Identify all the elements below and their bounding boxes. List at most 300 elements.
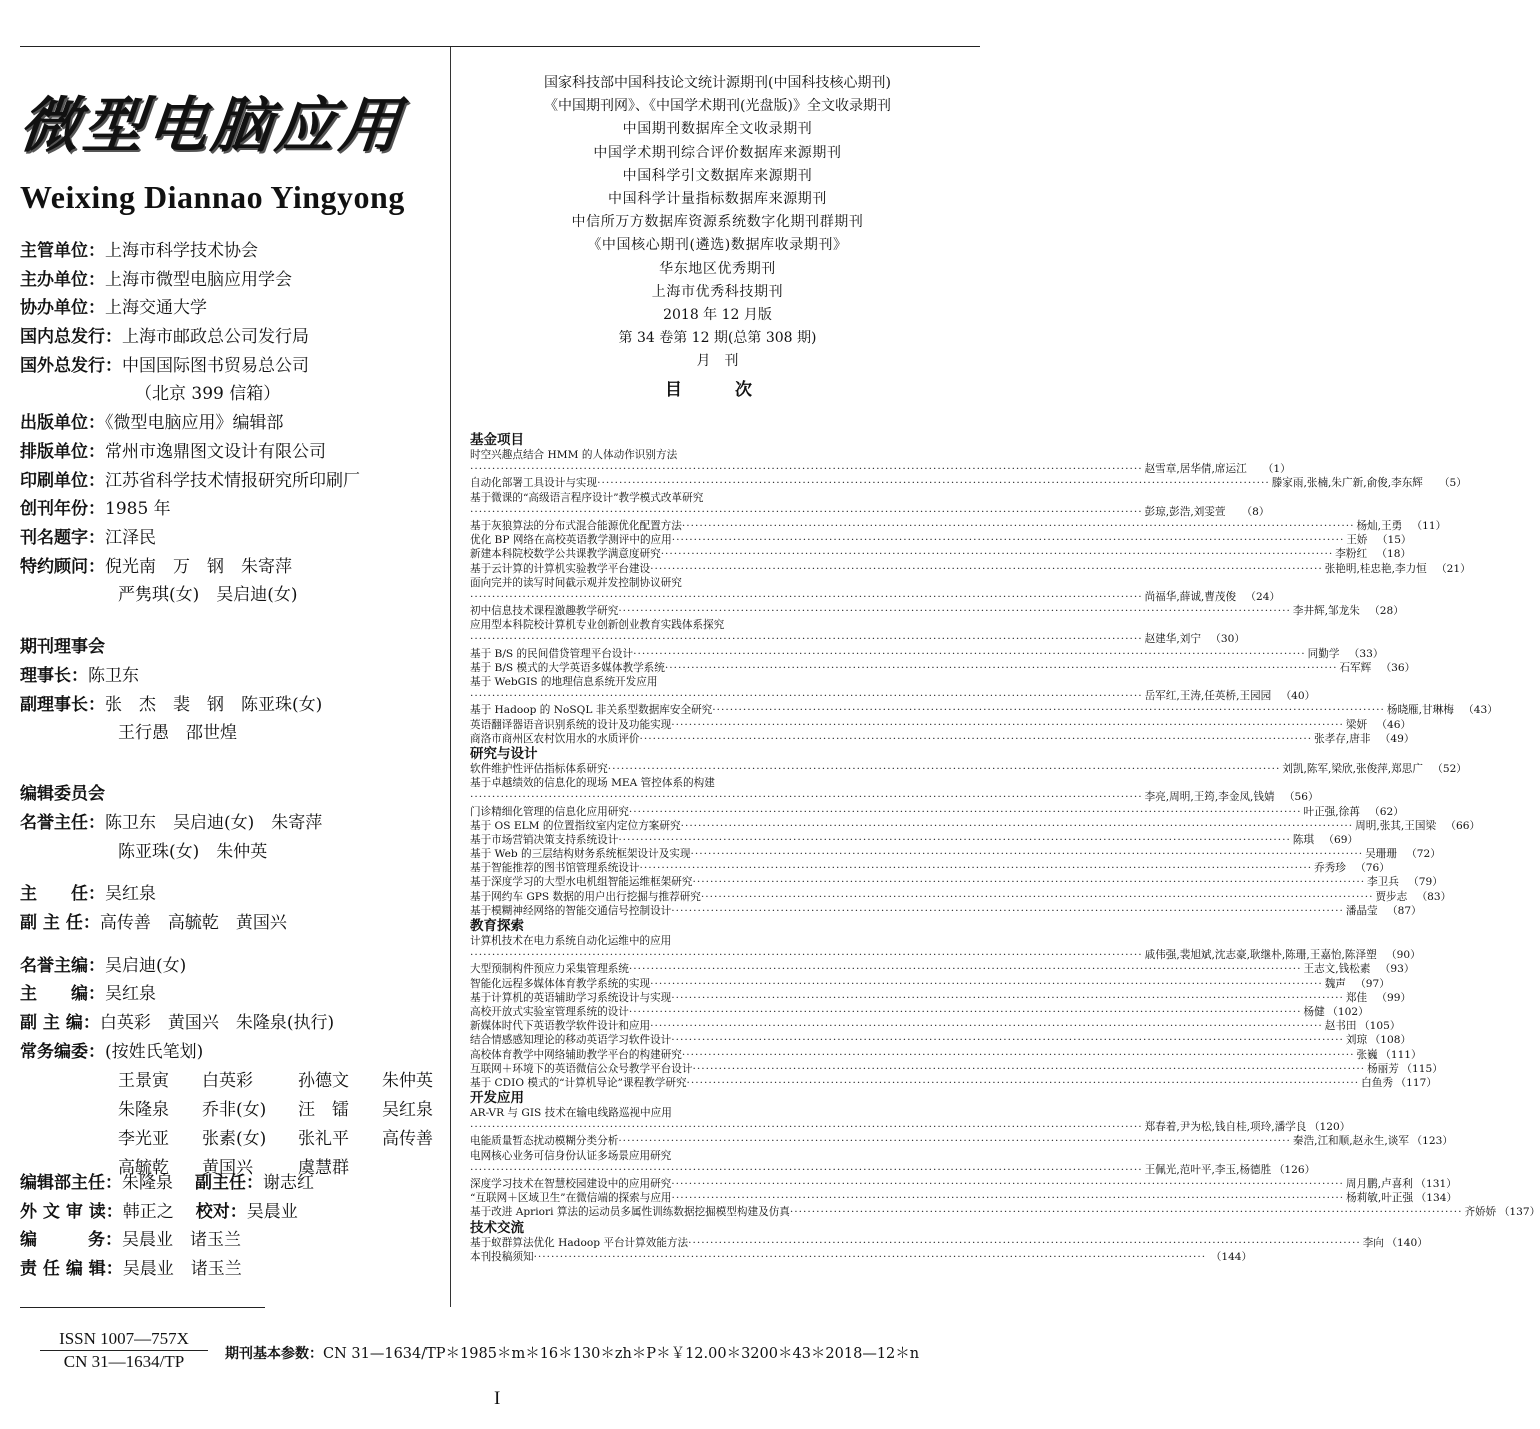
toc-entry-title: 基于蚁群算法优化 Hadoop 平台计算效能方法 (470, 1236, 689, 1249)
toc-entry-title: 基于智能推荐的图书馆管理系统设计 (470, 862, 640, 875)
masthead-row (20, 438, 450, 467)
staff-value-2: 谢志红 (263, 1173, 314, 1193)
toc-entry-page: （24） (1245, 590, 1281, 603)
editorial-staff (20, 1169, 450, 1284)
toc-entry-title: 高校开放式实验室管理系统的设计 (470, 1005, 629, 1018)
toc-leader-dots (470, 790, 1143, 804)
toc-entry-page: （123） (1411, 1135, 1453, 1148)
toc-leader-dots (688, 1236, 1361, 1250)
toc-leader-dots (470, 689, 1143, 703)
toc-entry-authors: 赵书田 (1324, 1020, 1357, 1033)
toc-entry-page: （83） (1416, 890, 1452, 903)
standing-editor-name: 汪 镭 (298, 1099, 349, 1120)
toc-leader-dots (691, 847, 1364, 861)
masthead-label: 主办单位： (20, 269, 105, 290)
toc-entry-authors: 滕家雨,张楠,朱广新,俞俊,李东辉 (1271, 477, 1423, 490)
toc-entry-page: （52） (1432, 762, 1467, 775)
masthead-value: 《微型电脑应用》编辑部 (105, 413, 284, 434)
toc-leader-dots (650, 562, 1323, 576)
toc-leader-dots (597, 476, 1270, 490)
toc-entry-title: 结合情感感知理论的移动英语学习软件设计 (470, 1034, 672, 1047)
masthead-row (20, 266, 450, 295)
vice-editor-value: 白英彩 黄国兴 朱隆泉(执行) (99, 1013, 335, 1034)
toc-entry-title: 电网核心业务可信身份认证多场景应用研究 (470, 1149, 672, 1162)
toc-entry-page: （134） (1415, 1192, 1458, 1205)
toc-entry (470, 962, 1415, 976)
toc-leader-dots (650, 977, 1323, 991)
toc-entry-page: （40） (1280, 690, 1316, 703)
indexing-block (455, 72, 980, 402)
toc-entry (470, 519, 1447, 533)
honorary-editor-value: 吴启迪(女) (105, 955, 187, 976)
toc-entry-authors: 杨晓雁,甘琳梅 (1386, 704, 1454, 717)
toc-leader-dots (682, 519, 1355, 533)
toc-entry-authors: 杨灿,王勇 (1356, 519, 1403, 532)
toc-entry-authors: 秦浩,江和顺,赵永生,谈军 (1292, 1135, 1409, 1148)
toc-leader-dots (790, 1205, 1463, 1219)
toc-entry-page: （87） (1386, 904, 1422, 917)
staff-value: 韩正之 (122, 1201, 174, 1222)
toc-entry (470, 1134, 1453, 1148)
council-chair-label: 理事长： (20, 666, 88, 686)
toc-entry (470, 890, 1452, 904)
standing-editor-name: 高传善 (382, 1128, 433, 1149)
toc-entry (470, 805, 1404, 819)
masthead-row (20, 581, 450, 610)
toc-entry-authors: 彭琼,彭浩,刘雯萱 (1144, 505, 1226, 518)
toc-entry-authors: 贾步志 (1375, 890, 1408, 903)
toc-entry-page: （28） (1369, 605, 1404, 618)
toc-entry-title: 自动化部署工具设计与实现 (470, 477, 598, 490)
toc-leader-dots (640, 732, 1313, 746)
toc-entry-authors: 戚伟强,裴旭斌,沈志豪,耿继朴,陈珊,王嘉怡,陈泽塑 (1144, 949, 1377, 962)
toc-entry-title: 基于 WebGIS 的地理信息系统开发应用 (470, 676, 658, 688)
toc-entry-page: （105） (1359, 1020, 1401, 1033)
toc-entry (470, 904, 1422, 918)
toc-entry-title: 基于 B/S 的民间借贷管理平台设计 (470, 647, 634, 660)
masthead-label: 出版单位： (20, 413, 105, 434)
toc-entry-title: 软件维护性评估指标体系研究 (470, 762, 608, 775)
standing-editor-name: 虞慧群 (298, 1157, 349, 1178)
toc-entry-page: （11） (1411, 519, 1447, 532)
toc-entry-authors: 李卫兵 (1367, 876, 1399, 889)
toc-entry-page: （140） (1386, 1236, 1428, 1249)
toc-leader-dots (672, 1191, 1345, 1205)
toc-entry-title: 基于 CDIO 模式的“计算机导论”课程教学研究 (470, 1076, 687, 1089)
toc-entry-authors: 李粉红 (1335, 548, 1368, 561)
staff-row (20, 1226, 450, 1255)
standing-editors-row (20, 1096, 450, 1125)
toc-entry (470, 661, 1416, 675)
toc-entry (470, 1005, 1369, 1019)
standing-editors-row (20, 1125, 450, 1154)
staff-row (20, 1198, 450, 1227)
toc-entry (470, 991, 1412, 1005)
toc-entry-page: （111） (1380, 1048, 1422, 1061)
page-number: I (494, 1388, 501, 1409)
toc-entry-title: 门诊精细化管理的信息化应用研究 (470, 805, 629, 818)
toc-entry (470, 977, 1390, 991)
toc-entry-authors: 王志文,钱松素 (1303, 963, 1371, 976)
toc-entry (470, 476, 1467, 490)
masthead-row (20, 524, 450, 553)
toc-entry (470, 689, 1316, 703)
toc-entry-authors: 潘晶莹 (1345, 904, 1378, 917)
indexing-line: 中国科学引文数据库来源期刊 (622, 167, 813, 184)
toc-entry (470, 1120, 1351, 1134)
masthead-value: 严隽琪(女) 吴启迪(女) (118, 585, 298, 606)
staff-value: 朱隆泉 (122, 1173, 173, 1193)
toc-entry-title: 应用型本科院校计算机专业创新创业教育实践体系探究 (470, 619, 725, 632)
toc-entry-page: （21） (1436, 562, 1471, 575)
toc-entry-authors: 李井辉,邹龙朱 (1292, 605, 1360, 618)
toc-entry-page: （8） (1241, 505, 1270, 518)
toc-entry-title: 基于计算机的英语辅助学习系统设计与实现 (470, 991, 672, 1004)
masthead-label: 主管单位： (20, 241, 105, 261)
masthead-value: 中国国际图书贸易总公司 (122, 355, 309, 376)
toc-entry-authors: 郑春着,尹为松,钱自桂,项玲,潘学良 (1144, 1121, 1307, 1134)
toc-entry (470, 505, 1270, 519)
toc-entry-authors: 李向 (1362, 1236, 1384, 1249)
toc-entry-page: （62） (1369, 805, 1404, 818)
indexing-line: 《中国期刊网》、《中国学术期刊(光盘版)》全文收录期刊 (544, 98, 891, 115)
toc-entry-title: 基于 Web 的三层结构财务系统框架设计及实现 (470, 848, 691, 861)
board-director-value: 吴红泉 (105, 884, 156, 905)
masthead-label: 排版单位： (20, 441, 105, 462)
toc-title: 目 次 (665, 379, 770, 400)
board-vice-director-label: 副 主 任： (20, 913, 100, 934)
standing-editors-row (20, 1067, 450, 1096)
masthead-label: 刊名题字： (20, 527, 105, 548)
toc-entry-title: 本刊投稿须知 (470, 1250, 534, 1263)
council-heading: 期刊理事会 (20, 637, 105, 657)
toc-entry (470, 1163, 1316, 1177)
toc-entry-authors: 乔秀珍 (1314, 862, 1346, 875)
toc-entry (470, 790, 1319, 804)
standing-editor-name: 王景寅 (118, 1070, 169, 1091)
toc-entry-authors: 同勤学 (1307, 647, 1340, 660)
toc-leader-dots (687, 1076, 1360, 1090)
toc-leader-dots (712, 703, 1385, 717)
toc-section-heading: 教育探索 (470, 918, 524, 934)
toc-leader-dots (672, 533, 1345, 547)
standing-editors-label: 常务编委： (20, 1041, 105, 1062)
toc-entry (470, 833, 1359, 847)
toc-entry (470, 847, 1441, 861)
toc-entry (470, 647, 1384, 661)
toc-entry-title: 基于深度学习的大型水电机组智能运维框架研究 (470, 876, 693, 889)
editor-label: 主 编： (20, 984, 105, 1005)
toc-entry-authors: 郑佳 (1345, 991, 1368, 1004)
toc-entry-title: 互联网＋环境下的英语微信公众号教学平台设计 (470, 1062, 693, 1075)
masthead-info (20, 237, 450, 610)
toc-entry-title: 面向完并的读写时间截示观并发控制协议研究 (470, 576, 682, 589)
toc-leader-dots (633, 647, 1306, 661)
toc-leader-dots (470, 1120, 1143, 1134)
toc-entry (470, 861, 1390, 875)
standing-editors-grid (20, 1067, 450, 1183)
toc-entry-page: （43） (1463, 704, 1498, 717)
params-value: CN 31—1634/TP＊1985＊m＊16＊130＊zh＊P＊￥12.00＊3200＊43＊2018—12＊n (323, 1346, 920, 1362)
toc-entry (470, 632, 1245, 646)
toc-entry-page: （46） (1376, 718, 1412, 731)
toc-leader-dots (470, 1163, 1143, 1177)
standing-editor-name: 乔非(女) (202, 1099, 267, 1120)
toc-entry (470, 547, 1412, 561)
toc-entry-authors: 陈琪 (1292, 833, 1315, 846)
toc-entry-title: AR-VR 与 GIS 技术在输电线路巡视中应用 (470, 1107, 672, 1120)
staff-label: 外 文 审 读： (20, 1201, 123, 1222)
toc-entry (470, 1236, 1428, 1250)
masthead-label: 印刷单位： (20, 470, 105, 491)
staff-value-2: 吴晨业 (246, 1201, 298, 1222)
journal-council (20, 632, 450, 748)
indexing-line: 月 刊 (696, 353, 739, 370)
toc-entry-title: 基于微课的“高级语言程序设计”教学模式改革研究 (470, 491, 704, 504)
standing-editor-name: 张礼平 (298, 1128, 349, 1149)
toc-entry (470, 604, 1404, 618)
toc-entry-authors: 刘琼 (1345, 1034, 1368, 1047)
toc-entry-authors: 魏声 (1324, 977, 1346, 990)
toc-entry-title: 基于云计算的计算机实验教学平台建设 (470, 562, 651, 575)
toc-leader-dots (671, 718, 1344, 732)
toc-leader-dots (534, 1250, 1207, 1264)
toc-entry-title: 优化 BP 网络在高校英语教学测评中的应用 (470, 534, 672, 547)
masthead-value: 上海市科学技术协会 (105, 241, 258, 261)
issn-number: ISSN 1007—757X (59, 1329, 189, 1348)
toc-entry-title: 电能质量暂态扰动模糊分类分析 (470, 1135, 619, 1148)
toc-entry-authors: 岳军红,王涛,任英桥,王园园 (1144, 690, 1272, 703)
toc-entry-authors: 尚福华,薛诚,曹茂俊 (1144, 590, 1237, 603)
masthead-label: 协办单位： (20, 298, 105, 319)
toc-entry-authors: 吴珊珊 (1365, 848, 1397, 861)
toc-leader-dots (629, 1005, 1302, 1019)
toc-entry (470, 1191, 1458, 1205)
toc-entry (470, 1250, 1253, 1264)
logo-text: 微型电脑应用 (15, 91, 408, 161)
toc-entry-page: （49） (1379, 732, 1415, 745)
toc-entry-authors: 张艳明,桂忠艳,李力恒 (1324, 562, 1427, 575)
editorial-board (20, 779, 450, 1183)
council-vice-value-2: 王行愚 邵世煌 (118, 723, 237, 744)
toc-leader-dots (671, 1033, 1344, 1047)
toc-entry-page: （33） (1348, 647, 1384, 660)
toc-entry (470, 562, 1471, 576)
toc-leader-dots (650, 1019, 1323, 1033)
toc-leader-dots (470, 948, 1143, 962)
toc-entry-page: （115） (1401, 1062, 1443, 1075)
toc-leader-dots (671, 991, 1344, 1005)
toc-entry-authors: 王娇 (1346, 534, 1368, 547)
top-rule (20, 46, 980, 47)
toc-entry (470, 1062, 1443, 1076)
masthead-label: 特约顾问： (20, 556, 105, 577)
indexing-line: 上海市优秀科技期刊 (651, 283, 784, 300)
toc-entry-title: 基于市场营销决策支持系统设计 (470, 833, 619, 846)
board-honorary-director-value-2: 陈亚珠(女) 朱仲英 (118, 841, 268, 862)
indexing-line: 中信所万方数据库资源系统数字化期刊群期刊 (571, 214, 864, 231)
toc-entry-page: （79） (1408, 876, 1443, 889)
toc-entry-page: （93） (1379, 963, 1415, 976)
masthead-row (20, 294, 450, 323)
toc-entry-page: （72） (1406, 848, 1441, 861)
toc-leader-dots (629, 805, 1302, 819)
toc-entry-title: 基于卓越绩效的信息化的现场 MEA 管控体系的构建 (470, 777, 715, 790)
toc-entry-page: （90） (1386, 949, 1421, 962)
toc-entry-authors: 石军辉 (1339, 661, 1372, 674)
table-of-contents (470, 432, 1540, 1264)
standing-editor-name: 朱隆泉 (118, 1099, 169, 1120)
toc-entry-authors: 张孝存,唐非 (1314, 732, 1371, 745)
toc-entry-title: 基于网约车 GPS 数据的用户出行挖掘与推荐研究 (470, 890, 701, 903)
toc-entry-page: （126） (1273, 1163, 1316, 1176)
standing-editor-name: 李光亚 (118, 1128, 169, 1149)
issn-block (40, 1328, 208, 1373)
toc-entry-page: （102） (1327, 1005, 1369, 1018)
toc-entry-page: （117） (1395, 1076, 1437, 1089)
toc-entry-page: （36） (1380, 661, 1416, 674)
staff-label-2: 校对： (195, 1201, 247, 1222)
masthead-value: 1985 年 (105, 499, 171, 520)
toc-entry-title: 基于模糊神经网络的智能交通信号控制设计 (470, 904, 672, 917)
indexing-line: 华东地区优秀期刊 (659, 260, 776, 277)
standing-editor-name: 吴红泉 (382, 1099, 433, 1120)
toc-leader-dots (618, 604, 1291, 618)
standing-editor-name: 朱仲英 (382, 1070, 433, 1091)
toc-entry-page: （66） (1445, 819, 1481, 832)
toc-leader-dots (629, 962, 1302, 976)
toc-entry-title: 基于 OS ELM 的位置指纹室内定位方案研究 (470, 819, 681, 832)
toc-leader-dots (661, 547, 1334, 561)
toc-entry-authors: 李亮,周明,王筠,李金凤,钱婧 (1144, 791, 1275, 804)
indexing-line: 中国期刊数据库全文收录期刊 (622, 121, 813, 138)
council-chair-value: 陈卫东 (88, 666, 139, 686)
masthead-value: 上海市邮政总公司发行局 (122, 327, 309, 348)
toc-leader-dots (671, 904, 1344, 918)
standing-editors-note: (按姓氏笔划) (105, 1041, 204, 1062)
board-honorary-director-label: 名誉主任： (20, 813, 105, 833)
toc-entry (470, 1033, 1412, 1047)
staff-value: 吴晨业 诸玉兰 (122, 1230, 241, 1251)
toc-entry (470, 533, 1412, 547)
toc-entry-authors: 赵建华,刘宁 (1144, 633, 1201, 646)
toc-entry-title: 计算机技术在电力系统自动化运维中的应用 (470, 935, 672, 947)
editor-value: 吴红泉 (105, 984, 156, 1005)
toc-entry-title: 大型预制构件预应力采集管理系统 (470, 963, 629, 976)
board-honorary-director-value: 陈卫东 吴启迪(女) 朱寄萍 (105, 813, 323, 833)
board-director-label: 主 任： (20, 884, 105, 905)
toc-section-heading: 基金项目 (470, 432, 524, 448)
toc-entry-title: 基于 Hadoop 的 NoSQL 非关系型数据库安全研究 (470, 704, 713, 717)
column-divider (450, 47, 451, 1307)
council-vice-value: 张 杰 裴 钢 陈亚珠(女) (105, 694, 323, 715)
board-heading: 编辑委员会 (20, 784, 105, 804)
toc-entry-authors: 周月鹏,卢喜利 (1345, 1178, 1413, 1190)
masthead-row (20, 409, 450, 438)
toc-entry (470, 762, 1467, 776)
standing-editor-name: 张素(女) (202, 1128, 267, 1149)
standing-editor-name: 白英彩 (202, 1070, 253, 1091)
toc-entry-page: （144） (1210, 1250, 1253, 1263)
toc-entry-page: （131） (1415, 1178, 1457, 1190)
staff-row (20, 1169, 450, 1198)
toc-entry (470, 703, 1498, 717)
toc-leader-dots (701, 890, 1374, 904)
staff-value: 吴晨业 诸玉兰 (122, 1259, 242, 1280)
indexing-line: 第 34 卷第 12 期(总第 308 期) (618, 330, 817, 347)
toc-section-heading: 研究与设计 (470, 745, 538, 762)
toc-leader-dots (640, 861, 1313, 875)
toc-entry-title: 基于改进 Apriori 算法的运动员多属性训练数据挖掘模型构建及仿真 (470, 1206, 790, 1219)
latin-title: Weixing Diannao Yingyong (20, 179, 405, 215)
toc-entry-title: 英语翻译器语音识别系统的设计及功能实现 (470, 718, 672, 731)
masthead-value: 上海市微型电脑应用学会 (105, 269, 292, 290)
toc-entry-authors: 叶正强,徐苒 (1303, 805, 1360, 818)
toc-entry-title: 智能化远程多媒体体育教学系统的实现 (470, 977, 651, 990)
indexing-line: 国家科技部中国科技论文统计源期刊(中国科技核心期刊) (544, 75, 891, 91)
masthead-label: 国外总发行： (20, 355, 122, 376)
toc-leader-dots (682, 1048, 1355, 1062)
staff-rule (20, 1307, 265, 1308)
toc-leader-dots (671, 1177, 1344, 1191)
toc-entry-title: 基于灰狼算法的分布式混合能源优化配置方法 (470, 519, 682, 532)
toc-entry (470, 718, 1412, 732)
toc-leader-dots (618, 833, 1291, 847)
standing-editor-name: 孙德文 (298, 1070, 349, 1091)
masthead-value: （北京 399 信箱） (135, 384, 281, 405)
masthead-row (20, 237, 450, 266)
honorary-editor-label: 名誉主编： (20, 955, 105, 976)
toc-entry-title: 深度学习技术在智慧校园建设中的应用研究 (470, 1178, 672, 1190)
journal-parameters (225, 1342, 919, 1363)
toc-entry-authors: 杨莉敏,叶正强 (1346, 1192, 1414, 1205)
toc-entry-authors: 齐娇娇 (1464, 1206, 1497, 1219)
indexing-line: 《中国核心期刊(遴选)数据库收录期刊》 (587, 237, 848, 254)
toc-entry (470, 1205, 1540, 1219)
toc-entry-authors: 梁妍 (1345, 718, 1368, 731)
toc-entry-page: （69） (1323, 833, 1359, 846)
toc-leader-dots (618, 1134, 1291, 1148)
toc-entry-authors: 杨健 (1303, 1005, 1325, 1018)
toc-entry-authors: 杨丽芳 (1367, 1062, 1399, 1075)
toc-entry (470, 875, 1443, 889)
toc-entry-title: 商洛市商州区农村饮用水的水质评价 (470, 732, 640, 745)
masthead-label: 国内总发行： (20, 327, 122, 348)
toc-leader-dots (470, 462, 1143, 476)
standing-editor-name: 高毓乾 (118, 1157, 169, 1178)
toc-entry-authors: 王佩光,范叶平,李玉,杨德胜 (1144, 1163, 1272, 1176)
staff-label: 编 务： (20, 1230, 122, 1251)
toc-leader-dots (470, 590, 1143, 604)
cn-number: CN 31—1634/TP (63, 1352, 185, 1371)
staff-label-2: 副主任： (195, 1173, 263, 1193)
board-vice-director-value: 高传善 高毓乾 黄国兴 (99, 913, 287, 934)
toc-entry-page: （99） (1376, 991, 1412, 1004)
toc-entry-authors: 白鱼秀 (1361, 1076, 1393, 1089)
toc-entry (470, 1048, 1422, 1062)
toc-leader-dots (681, 819, 1354, 833)
toc-section-heading: 技术交流 (470, 1219, 524, 1236)
journal-logo (15, 75, 440, 167)
staff-label: 责 任 编 辑： (20, 1259, 123, 1280)
toc-entry-title: 高校体育教学中网络辅助教学平台的构建研究 (470, 1048, 682, 1061)
toc-entry (470, 948, 1421, 962)
toc-leader-dots (470, 632, 1143, 646)
toc-entry-page: （120） (1308, 1121, 1351, 1134)
toc-entry-title: 新媒体时代下英语教学软件设计和应用 (470, 1020, 651, 1033)
toc-entry-page: （18） (1376, 548, 1412, 561)
masthead-row (20, 553, 450, 582)
